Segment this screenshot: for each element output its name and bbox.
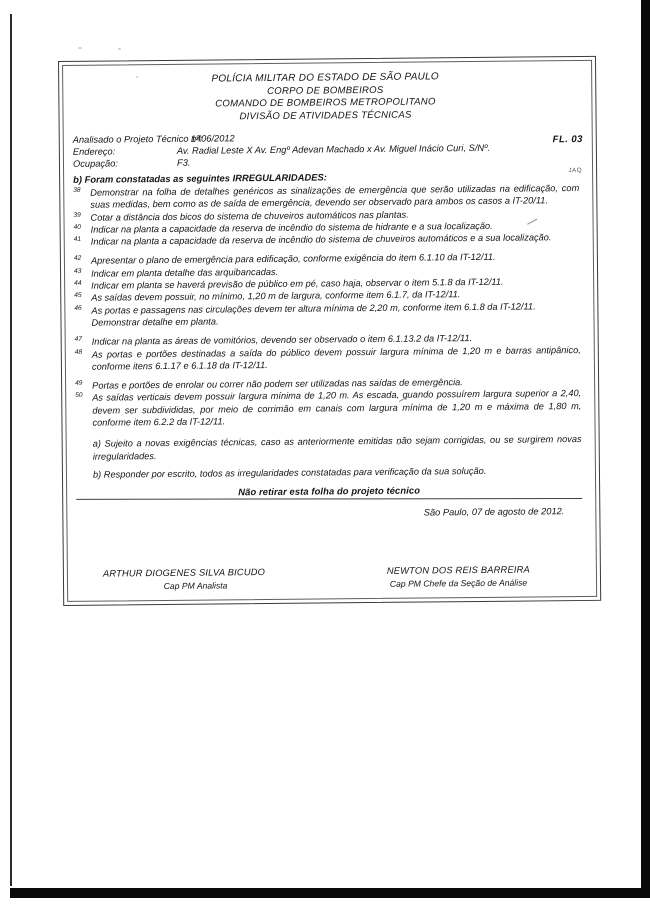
signature-name: NEWTON DOS REIS BARREIRA bbox=[386, 564, 530, 577]
meta-label-project: Analisado o Projeto Técnico nº: bbox=[72, 133, 203, 146]
org-line-2: CORPO DE BOMBEIROS bbox=[267, 84, 384, 97]
item-text: Apresentar o plano de emergência para edificação, conforme exigência do item 6.1.10 da IT-12/11. bbox=[90, 252, 496, 267]
org-line-3: COMANDO DE BOMBEIROS METROPOLITANO bbox=[215, 96, 436, 110]
scan-edge-bottom bbox=[10, 888, 650, 898]
item-text: Indicar em planta detalhe das arquibancadas. bbox=[90, 266, 279, 279]
item-text: As portas e portões destinadas a saída do público devem possuir largura mínima de 1,20 m e barras antipânico, conforme itens 6.1.17 e 6.1.18 da IT-12/11. bbox=[91, 344, 581, 372]
item-text: Demonstrar na folha de detalhes genéricos as sinalizações de emergência que serão utilizadas na edificação, com suas medidas, bem como as de saída de emergência, devendo ser observado para ambos os casos a IT-20/11. bbox=[90, 182, 580, 210]
item-text: Indicar na planta as áreas de vomitórios, devendo ser observado o item 6.1.13.2 da IT-12/11. bbox=[91, 333, 473, 347]
item-number: 39 bbox=[73, 211, 81, 219]
item-number: 38 bbox=[73, 186, 81, 194]
scan-edge-left bbox=[10, 14, 12, 886]
item-text: As saídas verticais devem possuir largura mínima de 1,20 m. As escada, quando possuírem largura superior a 2,40, devem ser subdivididas, por meio de corrimão em canais com largura mínima de 1,20 m e máxima de 1,80 m, conforme item 6.2.2 da IT-12/11. bbox=[92, 388, 582, 428]
closing-note-a: a) Sujeito a novas exigências técnicas, caso as anteriormente emitidas não sejam corrigidas, ou se surgirem novas irregularidades. bbox=[92, 434, 582, 462]
signature-chief bbox=[340, 563, 577, 590]
item-number: 40 bbox=[73, 223, 81, 231]
section-heading-irregularities: b) Foram constatadas as seguintes IRREGULARIDADES: bbox=[73, 171, 327, 185]
item-number: 44 bbox=[74, 279, 82, 287]
item-number: 45 bbox=[74, 292, 82, 300]
item-text: Indicar na planta a capacidade da reserva de incêndio do sistema de hidrante e a sua localização. bbox=[90, 220, 493, 235]
meta-value-project: 1406/2012 bbox=[190, 133, 235, 145]
item-number: 41 bbox=[73, 235, 82, 244]
list-item bbox=[74, 300, 580, 329]
meta-value-address: Av. Radial Leste X Av. Engº Adevan Machado x Av. Miguel Inácio Curi, S/Nº. bbox=[176, 143, 491, 157]
horizontal-divider bbox=[76, 498, 582, 500]
analyst-initials-mark: JAQ bbox=[568, 166, 583, 175]
item-text: Indicar na planta a capacidade da reserva de incêndio do sistema de chuveiros automáticos e a sua localização. bbox=[90, 232, 552, 247]
org-line-4: DIVISÃO DE ATIVIDADES TÉCNICAS bbox=[239, 109, 412, 123]
item-text: As saídas devem possuir, no mínimo, 1,20 m de largura, conforme item 6.1.7, da IT-12/11. bbox=[91, 289, 461, 304]
item-number: 49 bbox=[75, 379, 83, 387]
document-body bbox=[62, 60, 597, 602]
item-text: Cotar a distância dos bicos do sistema de chuveiros automáticos nas plantas. bbox=[90, 209, 409, 223]
meta-label-occupancy: Ocupação: bbox=[72, 158, 119, 169]
letterhead bbox=[72, 69, 578, 126]
scan-edge-right bbox=[641, 0, 650, 890]
list-item bbox=[75, 387, 581, 429]
irregularities-list bbox=[73, 182, 581, 429]
folio-mark: FL. 03 bbox=[552, 133, 583, 146]
org-line-1: POLÍCIA MILITAR DO ESTADO DE SÃO PAULO bbox=[211, 71, 439, 85]
item-text: Portas e portões de enrolar ou correr não podem ser utilizadas nas saídas de emergência. bbox=[92, 377, 463, 391]
project-meta bbox=[73, 130, 579, 171]
signature-role: Cap PM Chefe da Seção de Análise bbox=[389, 577, 528, 589]
meta-value-occupancy: F3. bbox=[176, 157, 191, 168]
item-text: Indicar em planta se haverá previsão de público em pé, caso haja, observar o item 5.1.8 da IT-12/11. bbox=[91, 276, 504, 291]
signature-name: ARTHUR DIOGENES SILVA BICUDO bbox=[102, 567, 266, 579]
item-number: 47 bbox=[74, 336, 83, 344]
item-number: 50 bbox=[75, 392, 83, 400]
item-number: 43 bbox=[73, 267, 82, 275]
signature-block bbox=[77, 563, 583, 593]
closing-note-b: b) Responder por escrito, todos as irregularidades constatadas para verificação da sua solução. bbox=[92, 465, 487, 480]
signature-analyst bbox=[95, 566, 340, 593]
document-sheet bbox=[58, 56, 601, 606]
do-not-remove-banner: Não retirar esta folha do projeto técnico bbox=[238, 484, 421, 498]
scan-speck bbox=[118, 48, 121, 50]
list-item bbox=[75, 344, 581, 373]
meta-label-address: Endereço: bbox=[72, 146, 116, 158]
signature-role: Cap PM Analista bbox=[163, 580, 228, 591]
item-text: As portas e passagens nas circulações devem ter altura mínima de 2,20 m, conforme item 6.1.8 da IT-12/11. Demonstrar detalhe em planta. bbox=[91, 301, 536, 328]
item-number: 42 bbox=[73, 255, 82, 263]
city-date: São Paulo, 07 de agosto de 2012. bbox=[423, 506, 565, 518]
scan-speck bbox=[78, 47, 82, 49]
item-number: 46 bbox=[74, 304, 82, 312]
item-number: 48 bbox=[74, 348, 83, 356]
